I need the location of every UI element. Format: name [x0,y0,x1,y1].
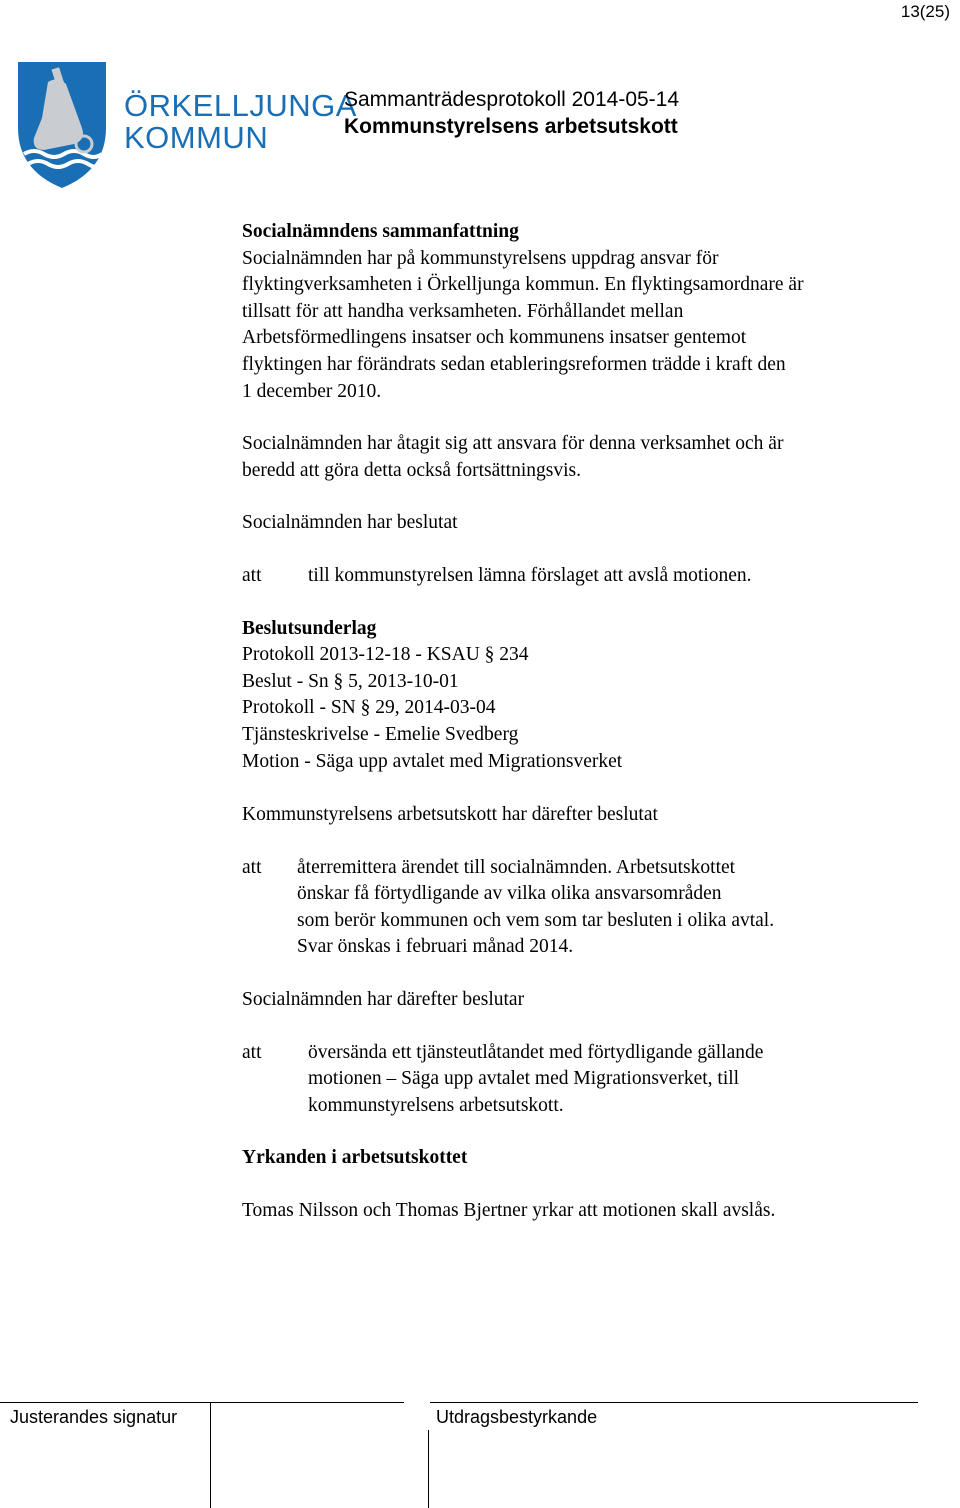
footer-divider [210,1402,211,1508]
ksau-decision-line: som berör kommunen och vem som tar besluten i olika avtal. [297,909,775,931]
document-subtitle: Kommunstyrelsens arbetsutskott [344,115,678,138]
claims-text: Tomas Nilsson och Thomas Bjertner yrkar att motionen skall avslås. [242,1200,776,1222]
municipality-logo [14,58,357,190]
logo-name-line1: ÖRKELLJUNGA [124,88,357,123]
basis-item: Protokoll - SN § 29, 2014-03-04 [242,697,496,719]
ksau-decision-line: önskar få förtydligande av vilka olika ansvarsområden [297,883,722,905]
sn-decision-row [242,563,902,590]
basis-item: Protokoll 2013-12-18 - KSAU § 234 [242,644,529,666]
ksau-decision-line: återremittera ärendet till socialnämnden. Arbetsutskottet [297,856,736,878]
ksau-decision-row [242,855,902,961]
document-header [344,86,679,140]
summary-line: 1 december 2010. [242,380,382,402]
claims-heading: Yrkanden i arbetsutskottet [242,1147,468,1169]
summary-paragraph-line: Socialnämnden har åtagit sig att ansvara för denna verksamhet och är [242,433,784,455]
footer-signature-label: Justerandes signatur [10,1407,178,1427]
summary-line: Socialnämnden har på kommunstyrelsens uppdrag ansvar för [242,247,719,269]
footer-rule-right [430,1402,918,1403]
basis-heading: Beslutsunderlag [242,617,377,639]
logo-name-line2: KOMMUN [124,120,269,155]
basis-item: Beslut - Sn § 5, 2013-10-01 [242,670,459,692]
summary-heading: Socialnämndens sammanfattning [242,221,519,242]
ksau-decision-line: Svar önskas i februari månad 2014. [297,936,574,958]
summary-line: Arbetsförmedlingens insatser och kommunens insatser gentemot [242,327,747,349]
footer-rule-left [0,1402,404,1403]
summary-line: flyktingverksamheten i Örkelljunga kommun. En flyktingsamordnare är [242,274,804,296]
footer-divider [428,1430,429,1508]
sn-later-decision-row [242,1040,902,1120]
document-body [242,219,902,1225]
page-number: 13(25) [900,2,950,21]
att-keyword: att [242,564,262,586]
sn-later-decision-text [308,1040,902,1120]
basis-item: Tjänsteskrivelse - Emelie Svedberg [242,723,519,745]
ksau-decision-text [297,855,902,961]
sn-later-decision-line: översända ett tjänsteutlåtandet med förtydligande gällande [308,1041,764,1063]
ksau-decision-intro: Kommunstyrelsens arbetsutskott har därefter beslutat [242,804,658,826]
summary-paragraph-line: beredd att göra detta också fortsättningsvis. [242,459,581,481]
footer-certification-label: Utdragsbestyrkande [436,1407,598,1427]
sn-later-decision-line: motionen – Säga upp avtalet med Migrationsverket, till [308,1068,740,1090]
sn-later-decision-intro: Socialnämnden har därefter beslutar [242,989,525,1011]
sn-decision-text: till kommunstyrelsen lämna förslaget att avslå motionen. [308,564,752,586]
sn-decision-intro: Socialnämnden har beslutat [242,512,458,534]
document-title: Sammanträdesprotokoll 2014-05-14 [344,88,680,111]
summary-line: tillsatt för att handha verksamheten. Förhållandet mellan [242,300,684,322]
sn-later-decision-line: kommunstyrelsens arbetsutskott. [308,1094,564,1116]
basis-item: Motion - Säga upp avtalet med Migrationsverket [242,750,623,772]
att-keyword: att [242,856,262,878]
municipal-coat-of-arms-icon [14,58,110,190]
summary-line: flyktingen har förändrats sedan etableringsreformen trädde i kraft den [242,353,786,375]
att-keyword: att [242,1041,262,1063]
